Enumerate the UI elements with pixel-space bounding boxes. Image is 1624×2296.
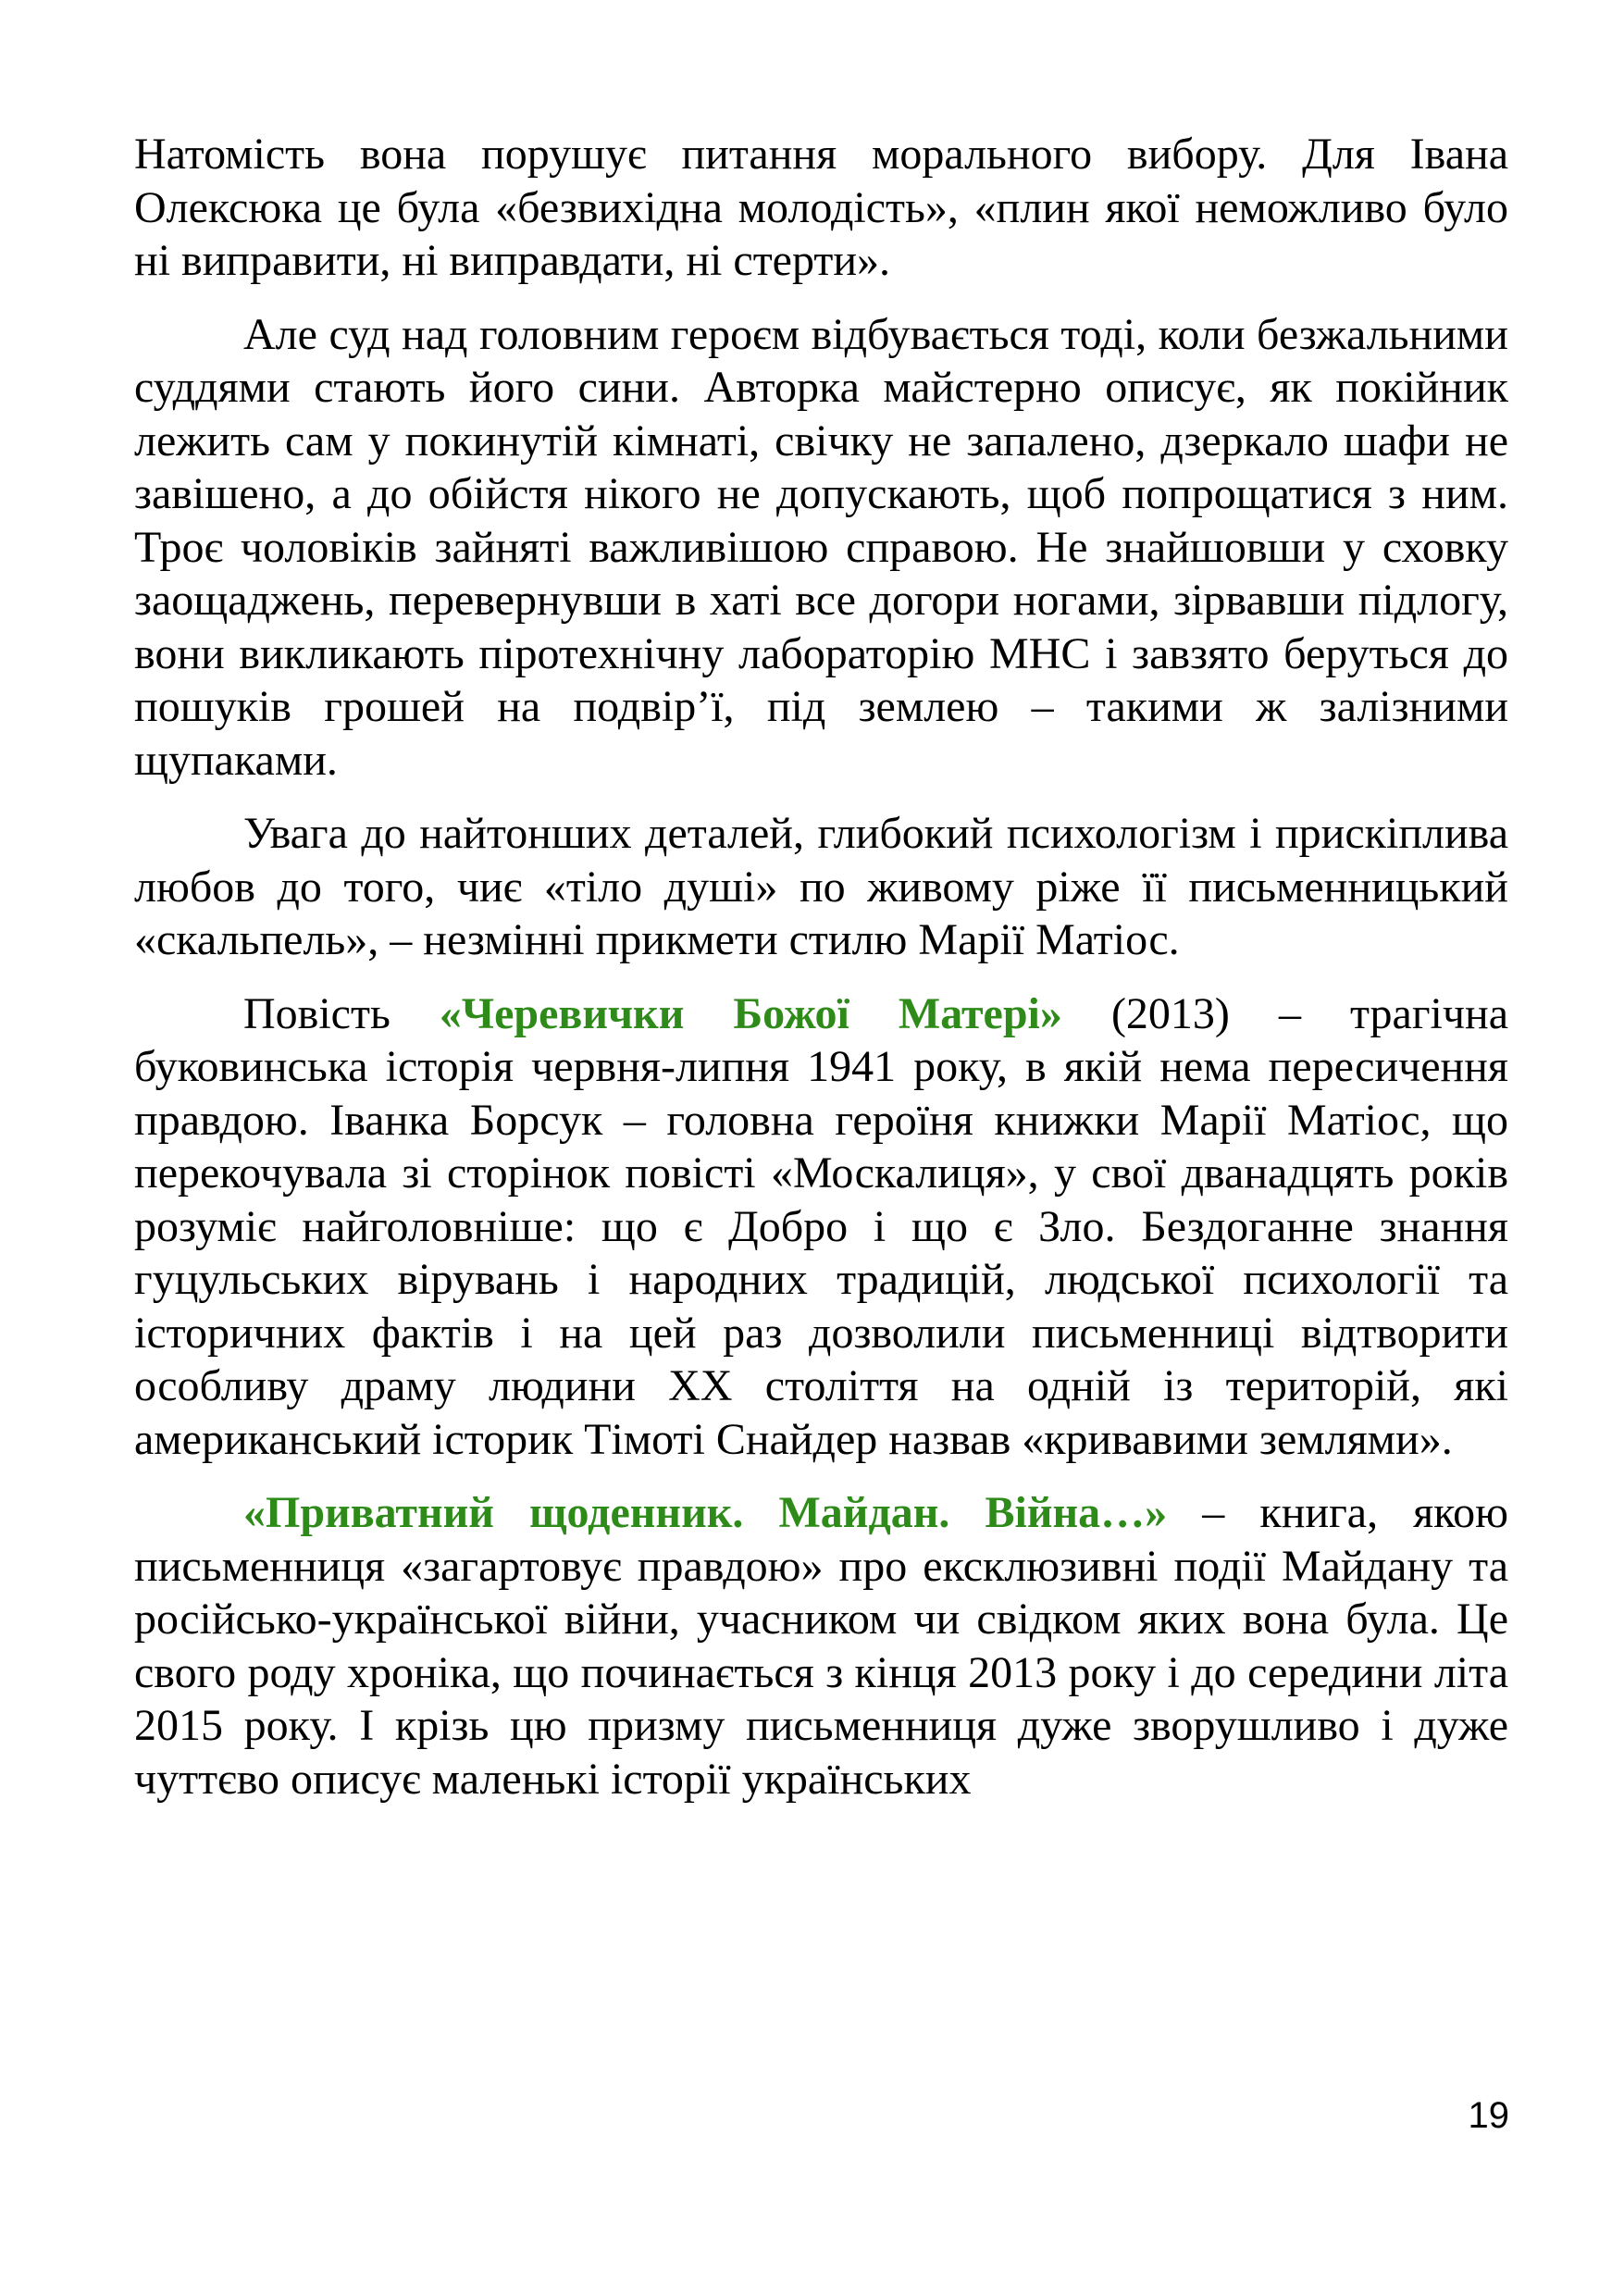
paragraph-4-rest: (2013) – трагічна буковинська історія червня-липня 1941 року, в якій нема пересичення правдою. Іванка Борсук – головна героїня книжки Марії Матіос, що перекочувала зі сторінок повісті «Москалиця», у свої дванадцять років розуміє найголовніше: що є Добро і що є Зло. Бездоганне знання гуцульських вірувань і народних традицій, людської психології та історичних фактів і на цей раз дозволили письменниці відтворити особливу драму людини ХХ століття на одній із територій, які американський історик Тімоті Снайдер назвав «кривавими землями». (134, 988, 1509, 1464)
paragraph-4-lead: Повість (243, 988, 440, 1038)
paragraph-5 (134, 1486, 1508, 1806)
book-title-pryvatnyi-shchodennyk: «Приватний щоденник. Майдан. Війна…» (243, 1488, 1168, 1537)
page-number: 19 (1468, 2095, 1509, 2136)
paragraph-5-rest: – книга, якою письменниця «загартовує правдою» про ексклюзивні події Майдану та російсько-української війни, учасником чи свідком яких вона була. Це свого роду хроніка, що починається з кінця 2013 року і до середини літа 2015 року. І крізь цю призму письменниця дуже зворушливо і дуже чуттєво описує маленькі історії українських (134, 1488, 1508, 1804)
book-title-cherevychky: «Черевички Божої Матері» (439, 988, 1062, 1038)
page-body (134, 128, 1508, 1826)
paragraph-2: Але суд над головним героєм відбувається тоді, коли безжальними суддями стають його сини. Авторка майстерно описує, як покійник лежить сам у покинутій кімнаті, свічку не запалено, дзеркало шафи не завішено, а до обійстя нікого не допускають, щоб попрощатися з ним. Троє чоловіків зайняті важливішою справою. Не знайшовши у сховку заощаджень, перевернувши в хаті все догори ногами, зірвавши підлогу, вони викликають піротехнічну лабораторію МНС і завзято беруться до пошуків грошей на подвір’ї, під землею – такими ж залізними щупаками. (134, 309, 1508, 785)
paragraph-3: Увага до найтонших деталей, глибокий психологізм і прискіплива любов до того, чиє «тіло душі» по живому ріже її письменницький «скальпель», – незмінні прикмети стилю Марії Матіос. (134, 809, 1508, 964)
paragraph-4 (134, 987, 1508, 1467)
paragraph-1: Натомість вона порушує питання морального вибору. Для Івана Олексюка це була «безвихідна молодість», «плин якої неможливо було ні виправити, ні виправдати, ні стерти». (134, 130, 1508, 285)
